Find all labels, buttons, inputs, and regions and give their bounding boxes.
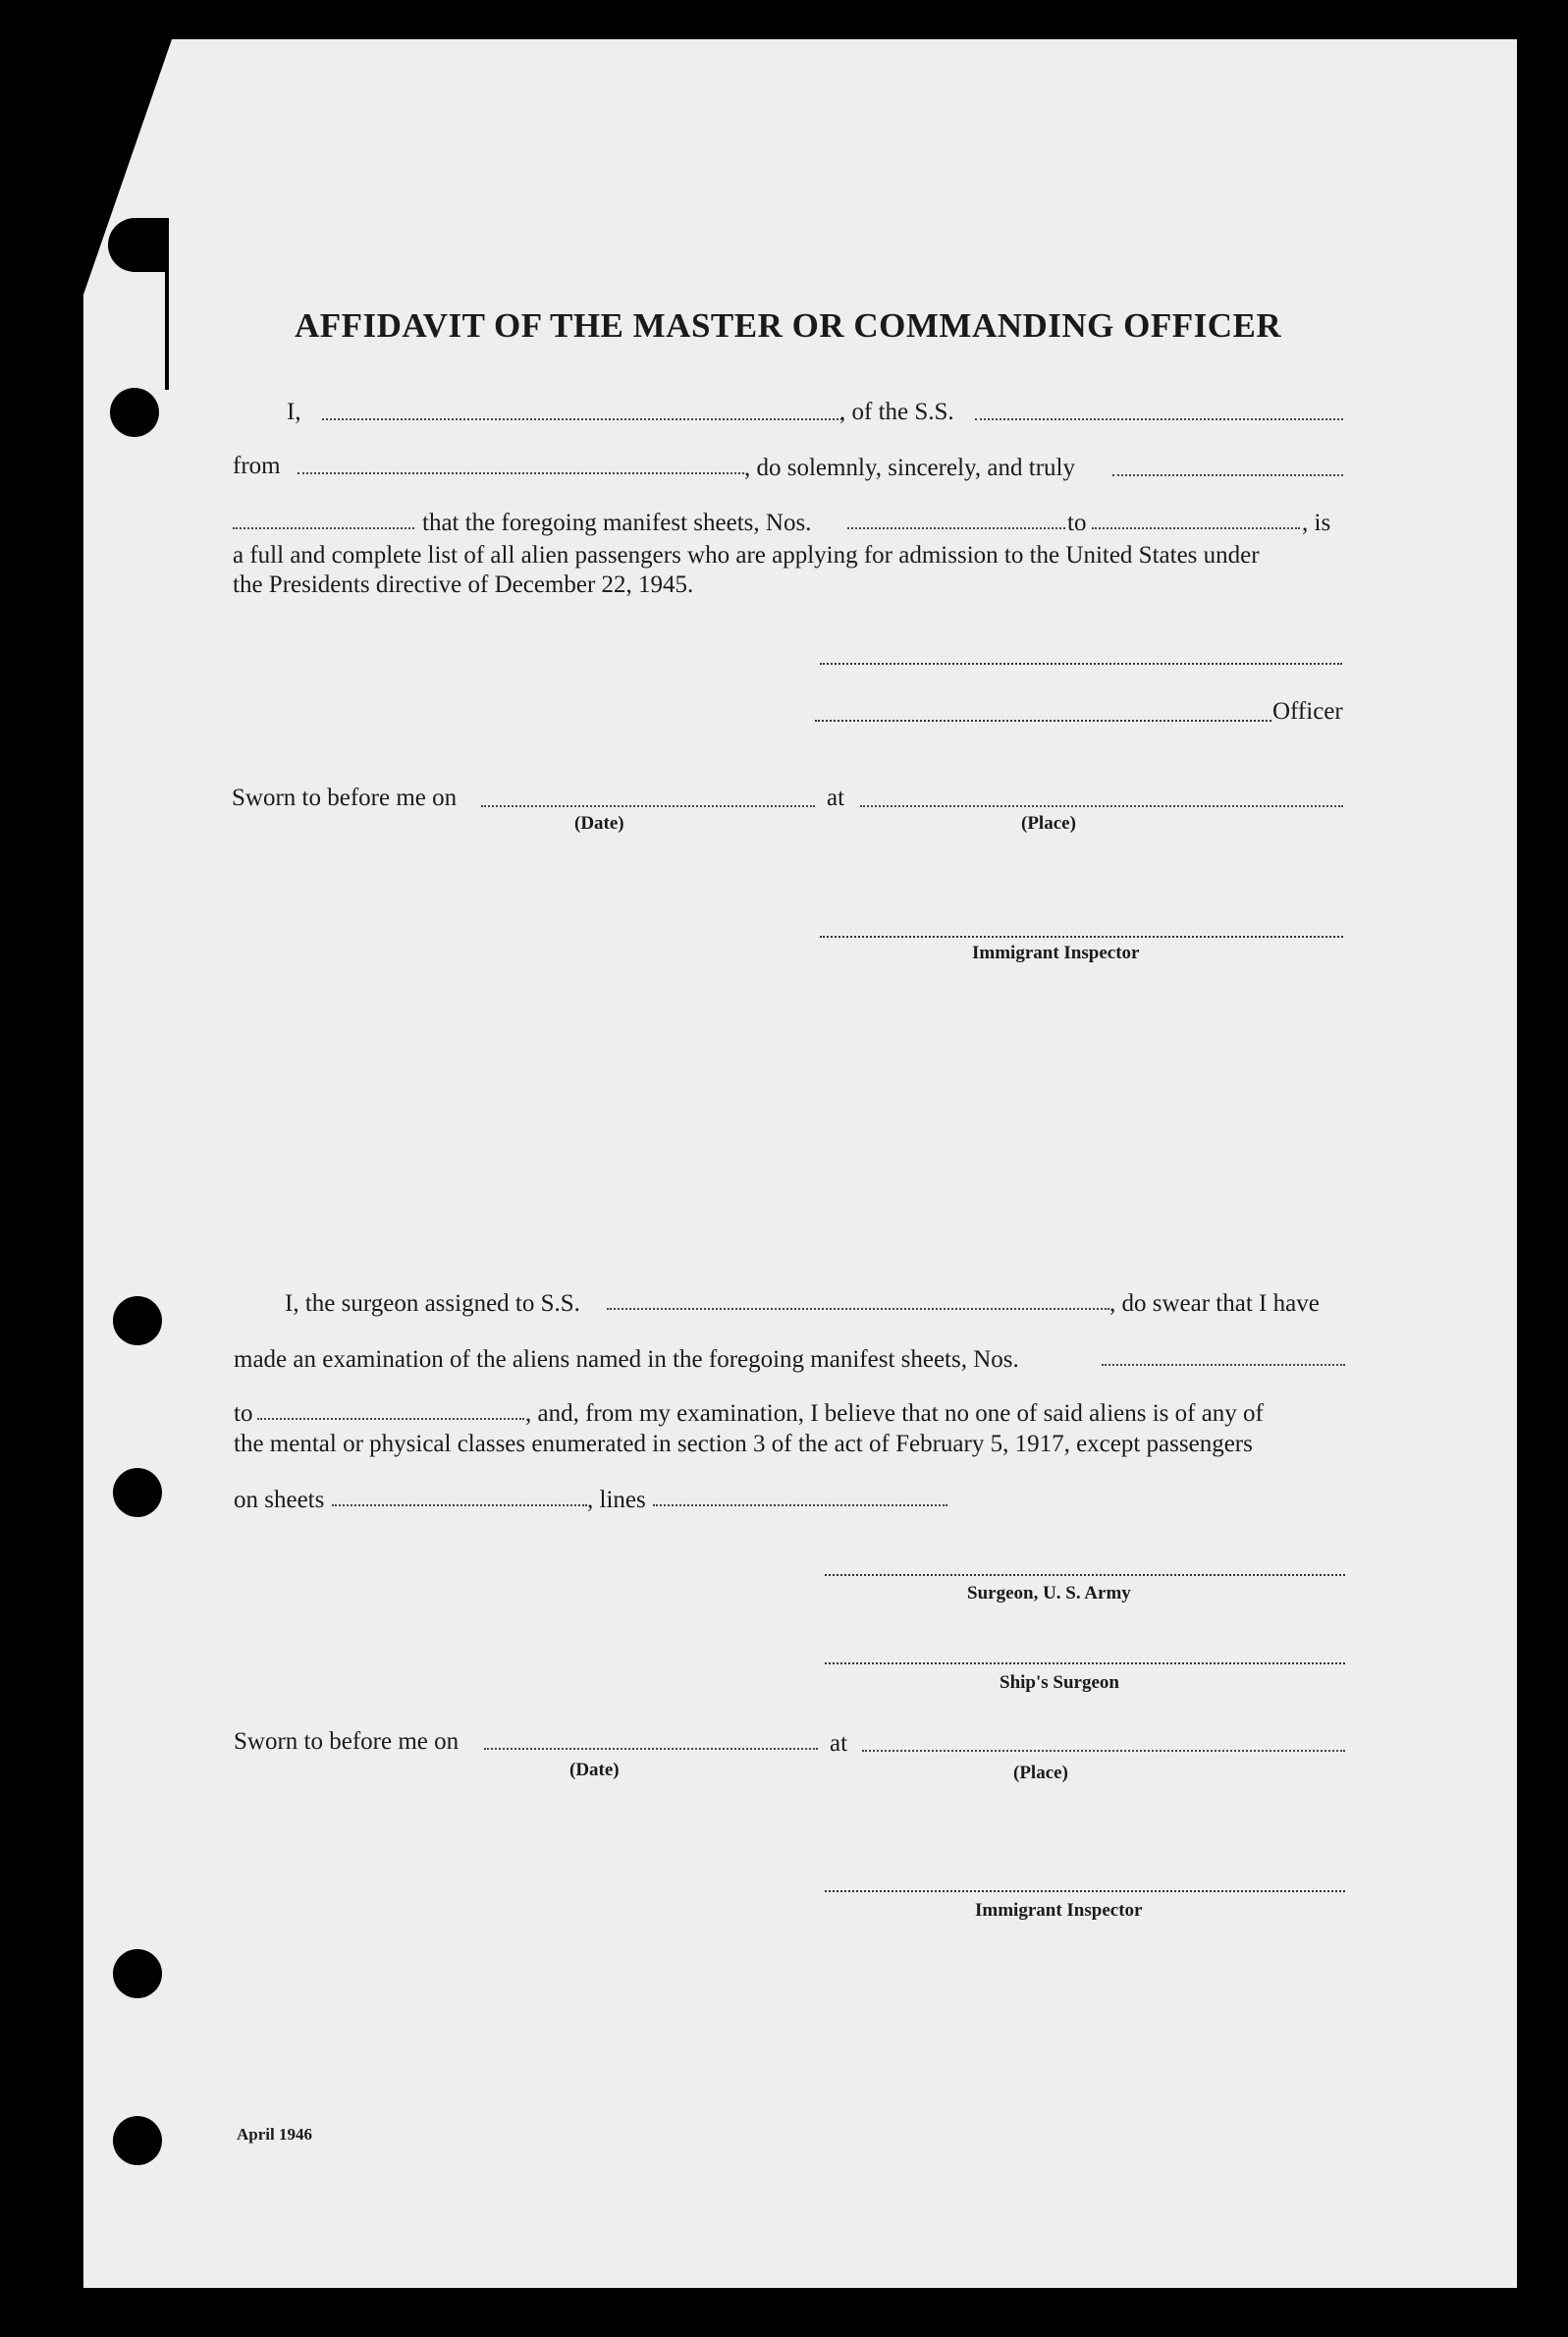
master-solemnly-label: , do solemnly, sincerely, and truly xyxy=(744,455,1075,481)
surgeon-nos-to-field[interactable] xyxy=(257,1418,524,1420)
master-is-label: , is xyxy=(1302,510,1331,536)
master-sworn-label: Sworn to before me on xyxy=(232,785,458,811)
master-inspector-signature-field[interactable] xyxy=(820,936,1343,938)
punch-hole xyxy=(113,1296,162,1345)
punch-hole xyxy=(113,2116,162,2165)
master-nos-to-field[interactable] xyxy=(1092,527,1300,529)
surgeon-sworn-date-field[interactable] xyxy=(484,1748,818,1750)
master-signature-field[interactable] xyxy=(820,663,1342,665)
surgeon-on-sheets-label: on sheets xyxy=(234,1487,325,1513)
master-name-field[interactable] xyxy=(322,418,842,420)
surgeon-place-caption: (Place) xyxy=(1013,1763,1068,1783)
master-ship-field[interactable] xyxy=(975,418,1343,420)
surgeon-line1a: I, the surgeon assigned to S.S. xyxy=(285,1290,580,1317)
master-i-label: I, xyxy=(287,399,301,425)
surgeon-sheets-field[interactable] xyxy=(332,1504,587,1506)
surgeon-line3b: , and, from my examination, I believe that no one of said aliens is of any of xyxy=(525,1400,1264,1427)
master-sworn-date-field[interactable] xyxy=(481,805,815,807)
surgeon-ship-field[interactable] xyxy=(607,1308,1109,1310)
tab-notch xyxy=(108,218,165,272)
form-date-footer: April 1946 xyxy=(237,2125,312,2144)
surgeon-sworn-place-field[interactable] xyxy=(862,1750,1345,1752)
surgeon-nos-from-field[interactable] xyxy=(1102,1364,1345,1366)
master-nos-from-field[interactable] xyxy=(847,527,1065,529)
master-date-caption: (Date) xyxy=(574,813,624,834)
surgeon-sworn-label: Sworn to before me on xyxy=(234,1728,460,1755)
punch-hole xyxy=(113,1468,162,1517)
surgeon-line1b: , do swear that I have xyxy=(1109,1290,1320,1317)
surgeon-at-label: at xyxy=(830,1730,848,1757)
master-sworn-place-field[interactable] xyxy=(860,805,1343,807)
surgeon-to-label: to xyxy=(234,1400,253,1427)
master-inspector-caption: Immigrant Inspector xyxy=(972,943,1140,963)
ship-surgeon-caption: Ship's Surgeon xyxy=(1000,1672,1119,1693)
master-to-label: to xyxy=(1067,510,1087,536)
surgeon-inspector-caption: Immigrant Inspector xyxy=(975,1900,1143,1921)
officer-label: Officer xyxy=(1272,698,1343,725)
master-oath-continued-field[interactable] xyxy=(233,527,414,529)
master-from-field[interactable] xyxy=(297,472,744,474)
surgeon-lines-label: , lines xyxy=(587,1487,646,1513)
surgeon-inspector-signature-field[interactable] xyxy=(825,1890,1345,1892)
form-paper xyxy=(83,39,1517,2288)
surgeon-line4: the mental or physical classes enumerated in section 3 of the act of February 5, 1917, except passengers xyxy=(234,1431,1253,1457)
ship-surgeon-signature-field[interactable] xyxy=(825,1662,1345,1664)
master-from-label: from xyxy=(233,453,281,479)
master-line3: the Presidents directive of December 22, 1945. xyxy=(233,571,694,598)
master-place-caption: (Place) xyxy=(1021,813,1076,834)
army-surgeon-signature-field[interactable] xyxy=(825,1574,1345,1576)
master-at-label: at xyxy=(827,785,845,811)
surgeon-line2: made an examination of the aliens named in the foregoing manifest sheets, Nos. xyxy=(234,1346,1019,1373)
master-of-ss-label: , of the S.S. xyxy=(839,399,954,425)
tab-notch-edge xyxy=(165,218,179,390)
master-manifest-label: that the foregoing manifest sheets, Nos. xyxy=(422,510,812,536)
surgeon-date-caption: (Date) xyxy=(569,1760,620,1780)
surgeon-lines-field[interactable] xyxy=(653,1504,947,1506)
master-oath-field[interactable] xyxy=(1112,474,1343,476)
punch-hole xyxy=(113,1949,162,1998)
army-surgeon-caption: Surgeon, U. S. Army xyxy=(967,1583,1131,1603)
punch-hole xyxy=(110,388,159,437)
page-title: AFFIDAVIT OF THE MASTER OR COMMANDING OFFICER xyxy=(295,306,1282,345)
master-line2: a full and complete list of all alien passengers who are applying for admission to the United States under xyxy=(233,542,1260,569)
officer-signature-field[interactable] xyxy=(815,720,1271,722)
